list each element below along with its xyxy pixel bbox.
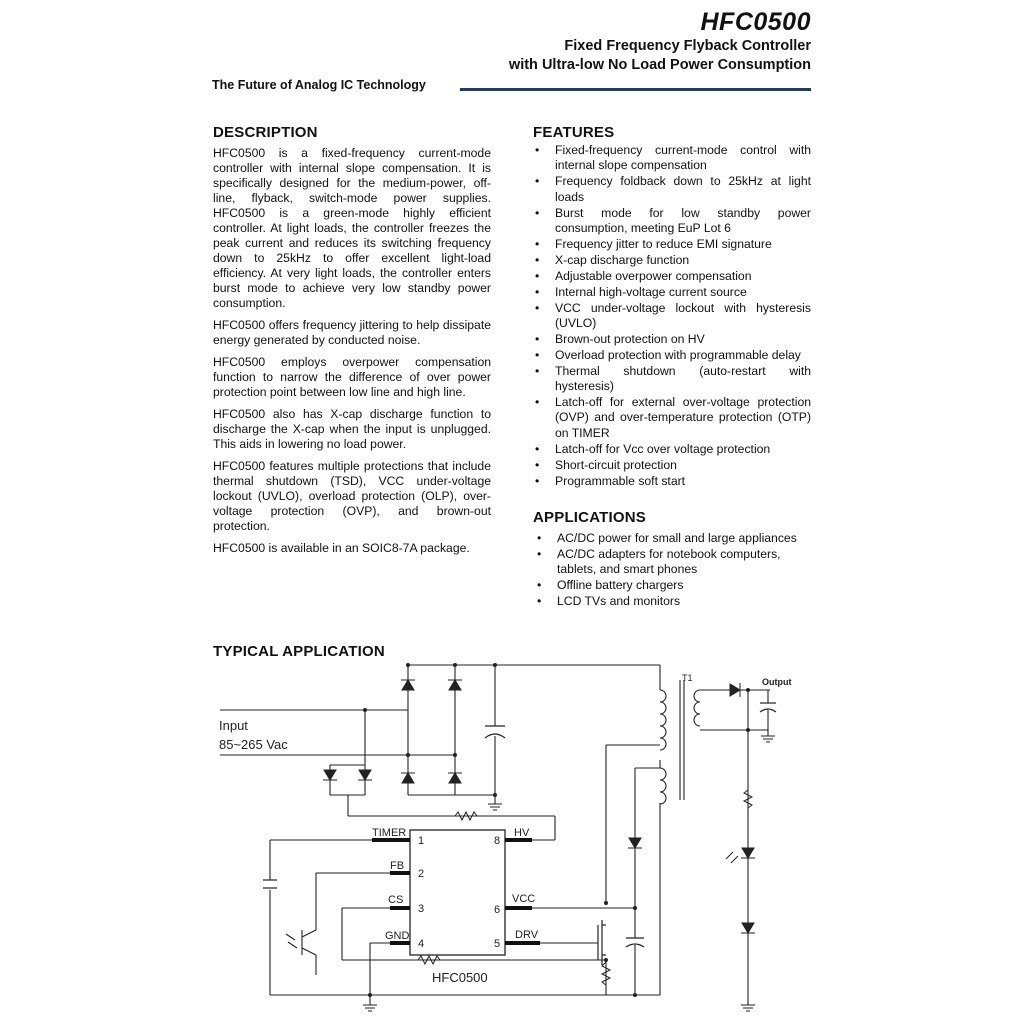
mosfet: [598, 920, 606, 965]
bridge-diodes: [323, 680, 462, 783]
feature-item: • Latch-off for external over-voltage protection (OVP) and over-temperature protection (OTP) on TIMER: [533, 395, 811, 441]
features-title: FEATURES: [533, 124, 615, 141]
output-diode: [730, 683, 740, 697]
applications-list: [535, 531, 797, 610]
pin4-name: GND: [385, 930, 410, 942]
typical-application-title: TYPICAL APPLICATION: [213, 643, 385, 660]
pin3-name: CS: [388, 894, 404, 906]
pin8-name: HV: [514, 827, 530, 839]
application-item: • LCD TVs and monitors: [535, 594, 797, 609]
description-paragraph: HFC0500 features multiple protections that include thermal shutdown (TSD), VCC under-voltage lockout (UVLO), overload protection (OLP), over-voltage protection (OVP), and brown-out protection.: [213, 459, 491, 533]
description-paragraph: HFC0500 is a fixed-frequency current-mode controller with internal slope compensation. It is specifically designed for the medium-power, off-line, flyback, switch-mode power supplies. HFC0500 is a green-mode highly efficient controller. At light loads, the controller freezes the peak current and reduces its switching frequency down to 25kHz to offer excellent light-load efficiency. At very light loads, the controller enters burst mode to achieve very low standby power consumption.: [213, 146, 491, 310]
transformer-label: T1: [682, 673, 693, 683]
features-list: [533, 143, 811, 489]
feature-item: • Burst mode for low standby power consumption, meeting EuP Lot 6: [533, 206, 811, 237]
pin2-number: 2: [418, 868, 425, 880]
output-label: Output: [762, 677, 792, 687]
secondary-parts: [628, 838, 755, 933]
controller-ic-body: [410, 830, 505, 955]
title-line-2: with Ultra-low No Load Power Consumption: [508, 57, 811, 73]
typical-application-schematic: [205, 660, 815, 1020]
feature-item: • Thermal shutdown (auto-restart with hysteresis): [533, 364, 811, 395]
title-line-1: Fixed Frequency Flyback Controller: [564, 38, 811, 54]
pin5-name: DRV: [515, 929, 539, 941]
description-body: [213, 146, 491, 563]
input-label: Input: [219, 718, 248, 733]
description-title: DESCRIPTION: [213, 124, 318, 141]
feature-item: • Fixed-frequency current-mode control with internal slope compensation: [533, 143, 811, 174]
feature-item: • Latch-off for Vcc over voltage protection: [533, 442, 811, 457]
pin3-number: 3: [418, 903, 425, 915]
transformer-t1: [660, 680, 700, 804]
pin8-number: 8: [494, 835, 501, 847]
application-item: • AC/DC power for small and large appliances: [535, 531, 797, 546]
feature-item: • Frequency foldback down to 25kHz at light loads: [533, 174, 811, 205]
description-paragraph: HFC0500 is available in an SOIC8-7A package.: [213, 541, 470, 555]
pin6-number: 6: [494, 904, 501, 916]
pin2-name: FB: [390, 860, 405, 872]
pin6-name: VCC: [512, 893, 536, 905]
optocoupler: [286, 930, 316, 975]
feature-item: • Overload protection with programmable delay: [533, 348, 811, 363]
feature-item: • Frequency jitter to reduce EMI signature: [533, 237, 811, 252]
pin1-name: TIMER: [372, 827, 407, 839]
feature-item: • VCC under-voltage lockout with hysteresis (UVLO): [533, 301, 811, 332]
input-range-label: 85~265 Vac: [219, 737, 288, 752]
applications-title: APPLICATIONS: [533, 509, 646, 526]
description-paragraph: HFC0500 employs overpower compensation function to narrow the difference of over power protection point between low line and high line.: [213, 355, 491, 399]
ic-name-label: HFC0500: [432, 970, 488, 985]
description-paragraph: HFC0500 also has X-cap discharge function to discharge the X-cap when the input is unplugged. This aids in lowering no load power.: [213, 407, 491, 451]
feature-item: • Brown-out protection on HV: [533, 332, 811, 347]
tagline-rule: [460, 88, 811, 91]
pin1-number: 1: [418, 835, 425, 847]
application-item: • Offline battery chargers: [535, 578, 797, 593]
feature-item: • Internal high-voltage current source: [533, 285, 811, 300]
feature-item: • Short-circuit protection: [533, 458, 811, 473]
feature-item: • Programmable soft start: [533, 474, 811, 489]
description-paragraph: HFC0500 offers frequency jittering to help dissipate energy generated by conducted noise.: [213, 318, 491, 347]
feature-item: • Adjustable overpower compensation: [533, 269, 811, 284]
pin5-number: 5: [494, 938, 501, 950]
application-item: • AC/DC adapters for notebook computers, tablets, and smart phones: [535, 547, 797, 578]
pin4-number: 4: [418, 938, 425, 950]
feature-item: • X-cap discharge function: [533, 253, 811, 268]
tagline: The Future of Analog IC Technology: [212, 78, 426, 92]
part-number: HFC0500: [700, 8, 811, 36]
